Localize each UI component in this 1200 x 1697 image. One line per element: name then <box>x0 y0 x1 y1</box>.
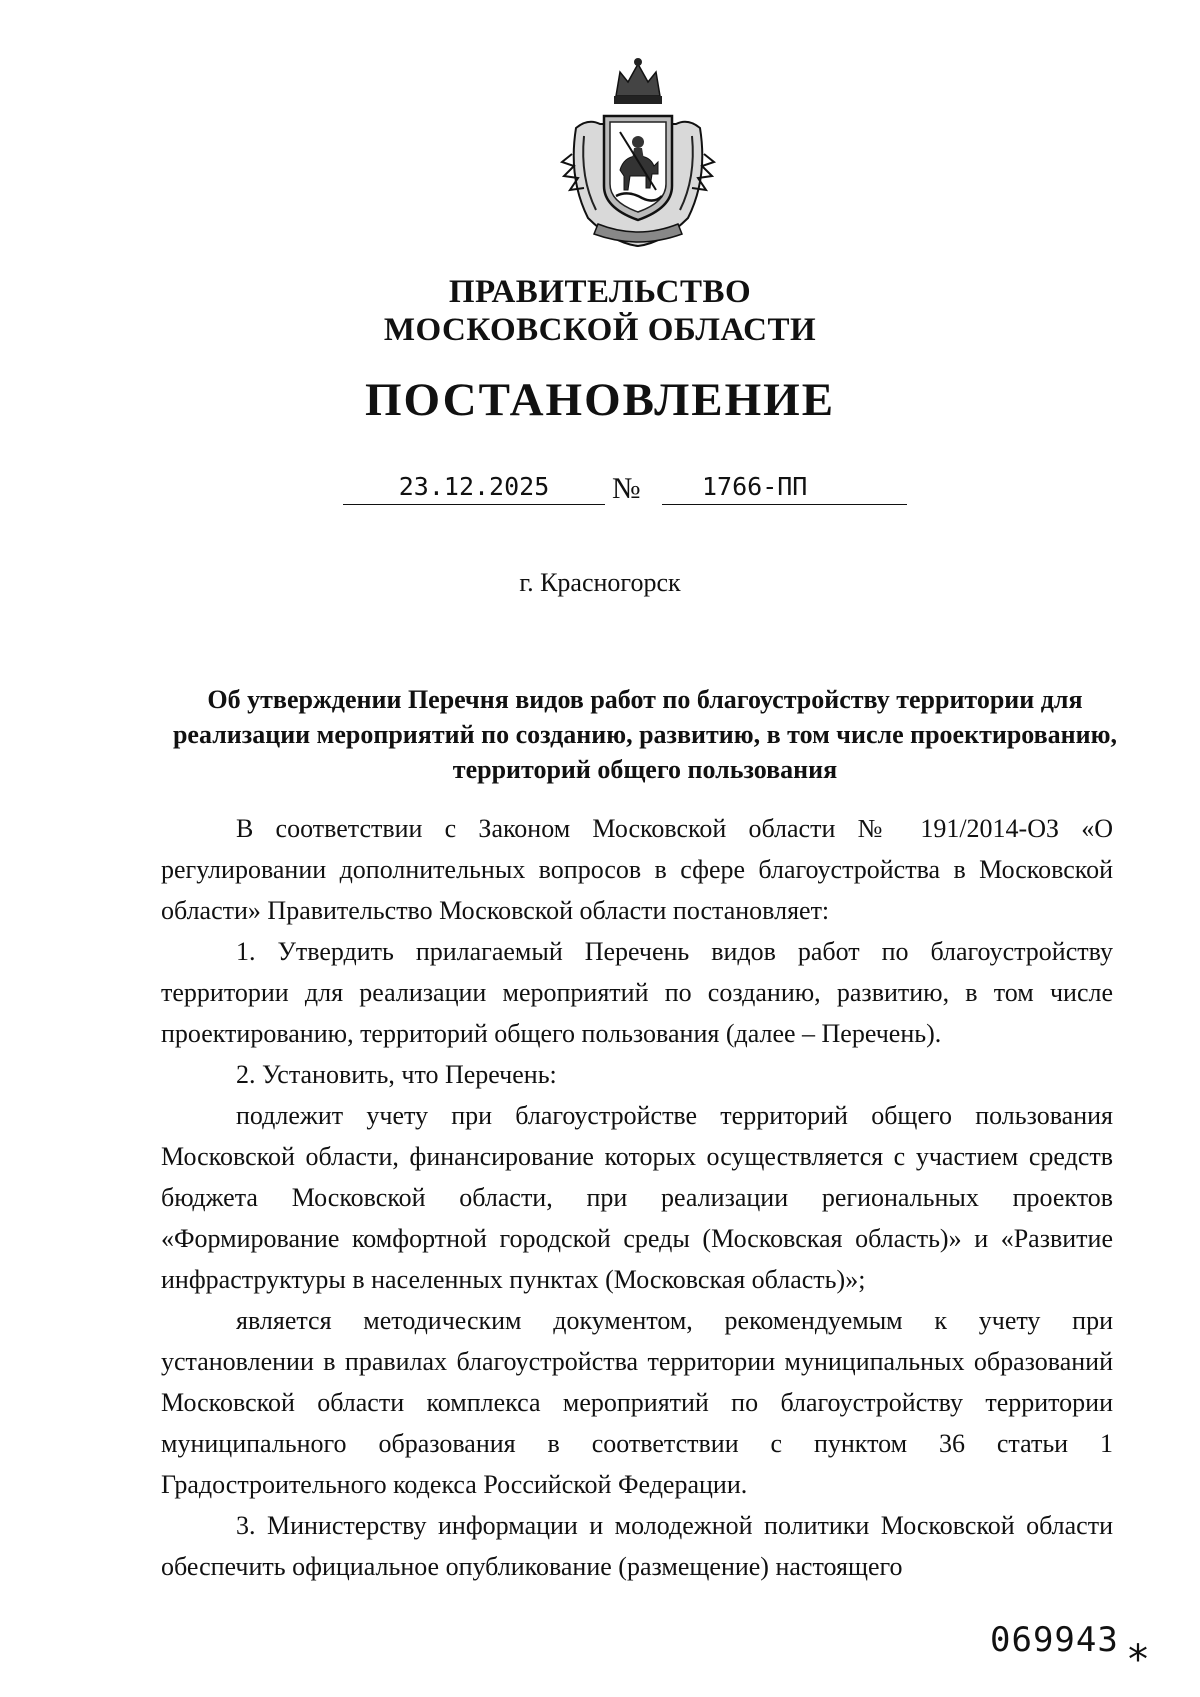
paragraph-preamble: В соответствии с Законом Московской области № 191/2014-ОЗ «О регулировании дополнительных вопросов в сфере благоустройства в Московской области» Правительство Московской области постановляет: <box>161 814 1113 925</box>
date-number-row <box>0 470 1200 510</box>
org-name-line-2: МОСКОВСКОЙ ОБЛАСТИ <box>383 312 817 348</box>
document-title: Об утверждении Перечня видов работ по благоустройству территории для реализации мероприятий по созданию, развитию, в том числе проектированию, территорий общего пользования <box>172 685 1118 784</box>
coat-of-arms-icon <box>558 58 718 248</box>
paragraph-item-2: 2. Установить, что Перечень: <box>236 1060 557 1089</box>
document-date: 23.12.2025 <box>343 470 605 505</box>
place-of-issue: г. Красногорск <box>519 568 681 597</box>
paragraph-item-1: 1. Утвердить прилагаемый Перечень видов работ по благоустройству территории для реализации мероприятий по созданию, развитию, в том числе проектированию, территорий общего пользования (далее – Перечень). <box>161 937 1113 1048</box>
paragraph-item-3: 3. Министерству информации и молодежной политики Московской области обеспечить официальное опубликование (размещение) настоящего <box>161 1511 1113 1581</box>
serial-number: 069943 <box>990 1620 1119 1660</box>
number-sign: № <box>612 472 641 505</box>
asterisk-mark: * <box>1128 1637 1148 1683</box>
paragraph-item-2-b: является методическим документом, рекомендуемым к учету при установлении в правилах благоустройства территории муниципальных образований Московской области комплекса мероприятий по благоустройству территории муниципального образования в соответствии с пунктом 36 статьи 1 Градостроительного кодекса Российской Федерации. <box>161 1306 1113 1499</box>
document-body <box>161 808 1113 1587</box>
document-number: 1766-ПП <box>662 470 907 505</box>
org-name-line-1: ПРАВИТЕЛЬСТВО <box>448 274 752 310</box>
document-type: ПОСТАНОВЛЕНИЕ <box>364 374 836 426</box>
paragraph-item-2-a: подлежит учету при благоустройстве территорий общего пользования Московской области, финансирование которых осуществляется с участием средств бюджета Московской области, при реализации региональных проектов «Формирование комфортной городской среды (Московская область)» и «Развитие инфраструктуры в населенных пунктах (Московская область)»; <box>161 1101 1113 1294</box>
